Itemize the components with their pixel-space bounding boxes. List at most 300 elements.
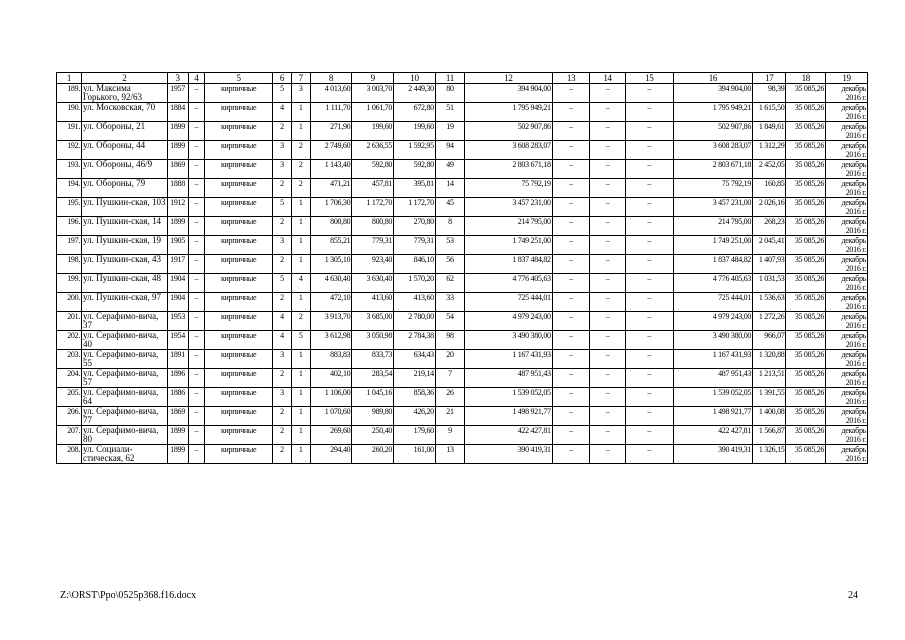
floors-cell: 2 (273, 426, 292, 445)
completion-date-cell: декабрь 2016 г. (826, 331, 868, 350)
column-13-cell: – (552, 426, 590, 445)
area-apartments-cell: 846,10 (394, 255, 436, 274)
construction-year-cell: 1896 (167, 369, 188, 388)
column-15-cell: – (625, 293, 673, 312)
file-path-footer: Z:\ORST\Ppo\0525p368.f16.docx (60, 590, 197, 601)
column-4-cell: – (188, 312, 205, 331)
completion-date-cell: декабрь 2016 г. (826, 350, 868, 369)
cost-limit-cell: 35 085,26 (786, 141, 826, 160)
column-15-cell: – (625, 179, 673, 198)
column-4-cell: – (188, 331, 205, 350)
total-cost-cell: 3 457 231,00 (673, 198, 752, 217)
row-number-cell: 203. (57, 350, 82, 369)
row-number-cell: 204. (57, 369, 82, 388)
residents-cell: 19 (435, 122, 464, 141)
residents-cell: 13 (435, 445, 464, 464)
total-cost-cell: 1 498 921,77 (673, 407, 752, 426)
repair-cost-cell: 502 907,86 (465, 122, 553, 141)
floors-cell: 2 (273, 179, 292, 198)
address-cell: ул. Серафимо-вича, 55 (82, 350, 168, 369)
total-cost-cell: 1 167 431,93 (673, 350, 752, 369)
row-number-cell: 202. (57, 331, 82, 350)
housing-register-table (56, 72, 868, 464)
page-number: 24 (848, 590, 858, 601)
area-living-cell: 1 172,70 (352, 198, 394, 217)
total-cost-cell: 1 795 949,21 (673, 103, 752, 122)
area-apartments-cell: 426,20 (394, 407, 436, 426)
wall-material-cell: кирпичные (205, 312, 273, 331)
area-apartments-cell: 2 449,30 (394, 84, 436, 103)
column-number-cell: 2 (82, 73, 168, 84)
column-14-cell: – (590, 274, 625, 293)
residents-cell: 56 (435, 255, 464, 274)
construction-year-cell: 1899 (167, 445, 188, 464)
address-cell: ул. Серафимо-вича, 80 (82, 426, 168, 445)
column-15-cell: – (625, 217, 673, 236)
construction-year-cell: 1899 (167, 217, 188, 236)
residents-cell: 20 (435, 350, 464, 369)
floors-cell: 4 (273, 312, 292, 331)
floors-cell: 3 (273, 350, 292, 369)
residents-cell: 14 (435, 179, 464, 198)
table-row (57, 160, 868, 179)
floors-cell: 4 (273, 331, 292, 350)
cost-limit-cell: 35 085,26 (786, 369, 826, 388)
entrances-cell: 1 (291, 426, 310, 445)
repair-cost-cell: 75 792,19 (465, 179, 553, 198)
wall-material-cell: кирпичные (205, 445, 273, 464)
table-row (57, 445, 868, 464)
construction-year-cell: 1884 (167, 103, 188, 122)
entrances-cell: 4 (291, 274, 310, 293)
column-13-cell: – (552, 103, 590, 122)
entrances-cell: 1 (291, 217, 310, 236)
column-15-cell: – (625, 236, 673, 255)
construction-year-cell: 1904 (167, 293, 188, 312)
column-15-cell: – (625, 369, 673, 388)
area-total-cell: 1 106,00 (310, 388, 352, 407)
column-15-cell: – (625, 84, 673, 103)
repair-cost-cell: 4 776 405,63 (465, 274, 553, 293)
entrances-cell: 2 (291, 160, 310, 179)
construction-year-cell: 1888 (167, 179, 188, 198)
floors-cell: 2 (273, 122, 292, 141)
column-15-cell: – (625, 407, 673, 426)
entrances-cell: 5 (291, 331, 310, 350)
residents-cell: 45 (435, 198, 464, 217)
address-cell: ул. Серафимо-вича, 64 (82, 388, 168, 407)
area-total-cell: 269,60 (310, 426, 352, 445)
wall-material-cell: кирпичные (205, 274, 273, 293)
column-14-cell: – (590, 426, 625, 445)
area-apartments-cell: 179,60 (394, 426, 436, 445)
cost-limit-cell: 35 085,26 (786, 122, 826, 141)
entrances-cell: 1 (291, 198, 310, 217)
table-row (57, 141, 868, 160)
table-row (57, 331, 868, 350)
row-number-cell: 190. (57, 103, 82, 122)
address-cell: ул. Московская, 70 (82, 103, 168, 122)
floors-cell: 2 (273, 255, 292, 274)
repair-cost-cell: 487 951,43 (465, 369, 553, 388)
residents-cell: 26 (435, 388, 464, 407)
column-13-cell: – (552, 84, 590, 103)
floors-cell: 2 (273, 407, 292, 426)
area-total-cell: 1 305,10 (310, 255, 352, 274)
area-living-cell: 592,80 (352, 160, 394, 179)
column-4-cell: – (188, 160, 205, 179)
wall-material-cell: кирпичные (205, 350, 273, 369)
wall-material-cell: кирпичные (205, 255, 273, 274)
column-14-cell: – (590, 103, 625, 122)
address-cell: ул. Пушкин-ская, 14 (82, 217, 168, 236)
cost-limit-cell: 35 085,26 (786, 426, 826, 445)
area-total-cell: 402,10 (310, 369, 352, 388)
address-cell: ул. Пушкин-ская, 103 (82, 198, 168, 217)
row-number-cell: 193. (57, 160, 82, 179)
total-cost-cell: 1 749 251,00 (673, 236, 752, 255)
cost-per-m2-cell: 1 031,53 (753, 274, 786, 293)
area-living-cell: 3 630,40 (352, 274, 394, 293)
completion-date-cell: декабрь 2016 г. (826, 198, 868, 217)
total-cost-cell: 3 608 283,07 (673, 141, 752, 160)
column-14-cell: – (590, 255, 625, 274)
entrances-cell: 2 (291, 179, 310, 198)
residents-cell: 98 (435, 331, 464, 350)
column-number-cell: 9 (352, 73, 394, 84)
cost-per-m2-cell: 1 320,88 (753, 350, 786, 369)
entrances-cell: 1 (291, 236, 310, 255)
row-number-cell: 194. (57, 179, 82, 198)
cost-limit-cell: 35 085,26 (786, 84, 826, 103)
address-cell: ул. Социали-стическая, 62 (82, 445, 168, 464)
cost-per-m2-cell: 1 272,26 (753, 312, 786, 331)
column-number-cell: 14 (590, 73, 625, 84)
column-number-cell: 3 (167, 73, 188, 84)
column-14-cell: – (590, 160, 625, 179)
cost-limit-cell: 35 085,26 (786, 293, 826, 312)
row-number-cell: 197. (57, 236, 82, 255)
row-number-cell: 199. (57, 274, 82, 293)
completion-date-cell: декабрь 2016 г. (826, 426, 868, 445)
row-number-cell: 200. (57, 293, 82, 312)
column-number-cell: 4 (188, 73, 205, 84)
column-number-cell: 17 (753, 73, 786, 84)
table-row (57, 369, 868, 388)
repair-cost-cell: 725 444,01 (465, 293, 553, 312)
area-apartments-cell: 1 592,95 (394, 141, 436, 160)
cost-per-m2-cell: 1 312,29 (753, 141, 786, 160)
residents-cell: 33 (435, 293, 464, 312)
row-number-cell: 196. (57, 217, 82, 236)
address-cell: ул. Серафимо-вича, 40 (82, 331, 168, 350)
column-4-cell: – (188, 255, 205, 274)
address-cell: ул. Пушкин-ская, 19 (82, 236, 168, 255)
cost-limit-cell: 35 085,26 (786, 255, 826, 274)
repair-cost-cell: 1 167 431,93 (465, 350, 553, 369)
wall-material-cell: кирпичные (205, 122, 273, 141)
wall-material-cell: кирпичные (205, 84, 273, 103)
area-living-cell: 2 636,55 (352, 141, 394, 160)
cost-limit-cell: 35 085,26 (786, 179, 826, 198)
column-14-cell: – (590, 293, 625, 312)
floors-cell: 2 (273, 217, 292, 236)
completion-date-cell: декабрь 2016 г. (826, 445, 868, 464)
residents-cell: 62 (435, 274, 464, 293)
area-apartments-cell: 199,60 (394, 122, 436, 141)
area-living-cell: 1 045,16 (352, 388, 394, 407)
row-number-cell: 201. (57, 312, 82, 331)
column-14-cell: – (590, 179, 625, 198)
area-total-cell: 1 111,70 (310, 103, 352, 122)
total-cost-cell: 4 979 243,00 (673, 312, 752, 331)
address-cell: ул. Обороны, 79 (82, 179, 168, 198)
cost-limit-cell: 35 085,26 (786, 388, 826, 407)
completion-date-cell: декабрь 2016 г. (826, 217, 868, 236)
cost-limit-cell: 35 085,26 (786, 350, 826, 369)
repair-cost-cell: 390 419,31 (465, 445, 553, 464)
area-apartments-cell: 634,43 (394, 350, 436, 369)
area-total-cell: 4 013,60 (310, 84, 352, 103)
area-living-cell: 779,31 (352, 236, 394, 255)
wall-material-cell: кирпичные (205, 141, 273, 160)
column-13-cell: – (552, 217, 590, 236)
column-13-cell: – (552, 331, 590, 350)
area-apartments-cell: 395,81 (394, 179, 436, 198)
repair-cost-cell: 1 539 052,05 (465, 388, 553, 407)
cost-limit-cell: 35 085,26 (786, 445, 826, 464)
repair-cost-cell: 422 427,81 (465, 426, 553, 445)
area-total-cell: 4 630,40 (310, 274, 352, 293)
cost-per-m2-cell: 1 213,51 (753, 369, 786, 388)
construction-year-cell: 1869 (167, 160, 188, 179)
column-15-cell: – (625, 103, 673, 122)
column-14-cell: – (590, 331, 625, 350)
column-4-cell: – (188, 274, 205, 293)
column-15-cell: – (625, 141, 673, 160)
area-living-cell: 250,40 (352, 426, 394, 445)
area-total-cell: 271,90 (310, 122, 352, 141)
column-15-cell: – (625, 274, 673, 293)
area-living-cell: 283,54 (352, 369, 394, 388)
address-cell: ул. Серафимо-вича, 57 (82, 369, 168, 388)
row-number-cell: 206. (57, 407, 82, 426)
column-13-cell: – (552, 198, 590, 217)
construction-year-cell: 1886 (167, 388, 188, 407)
column-4-cell: – (188, 426, 205, 445)
cost-limit-cell: 35 085,26 (786, 274, 826, 293)
column-13-cell: – (552, 141, 590, 160)
area-living-cell: 199,60 (352, 122, 394, 141)
cost-per-m2-cell: 1 536,63 (753, 293, 786, 312)
column-13-cell: – (552, 160, 590, 179)
column-number-cell: 13 (552, 73, 590, 84)
column-14-cell: – (590, 217, 625, 236)
construction-year-cell: 1899 (167, 141, 188, 160)
residents-cell: 94 (435, 141, 464, 160)
entrances-cell: 1 (291, 293, 310, 312)
address-cell: ул. Серафимо-вича, 77 (82, 407, 168, 426)
column-number-cell: 7 (291, 73, 310, 84)
address-cell: ул. Пушкин-ская, 43 (82, 255, 168, 274)
column-4-cell: – (188, 445, 205, 464)
cost-limit-cell: 35 085,26 (786, 407, 826, 426)
repair-cost-cell: 394 904,00 (465, 84, 553, 103)
construction-year-cell: 1917 (167, 255, 188, 274)
column-4-cell: – (188, 217, 205, 236)
column-13-cell: – (552, 255, 590, 274)
table-row (57, 179, 868, 198)
area-apartments-cell: 413,60 (394, 293, 436, 312)
area-apartments-cell: 1 172,70 (394, 198, 436, 217)
entrances-cell: 1 (291, 255, 310, 274)
floors-cell: 5 (273, 198, 292, 217)
area-living-cell: 413,60 (352, 293, 394, 312)
construction-year-cell: 1891 (167, 350, 188, 369)
total-cost-cell: 1 837 484,82 (673, 255, 752, 274)
column-number-cell: 19 (826, 73, 868, 84)
cost-per-m2-cell: 268,23 (753, 217, 786, 236)
area-living-cell: 989,80 (352, 407, 394, 426)
cost-limit-cell: 35 085,26 (786, 198, 826, 217)
area-living-cell: 3 685,00 (352, 312, 394, 331)
floors-cell: 3 (273, 160, 292, 179)
area-total-cell: 294,40 (310, 445, 352, 464)
table-row (57, 312, 868, 331)
area-living-cell: 923,40 (352, 255, 394, 274)
column-4-cell: – (188, 293, 205, 312)
area-apartments-cell: 592,80 (394, 160, 436, 179)
column-14-cell: – (590, 141, 625, 160)
row-number-cell: 192. (57, 141, 82, 160)
area-apartments-cell: 672,80 (394, 103, 436, 122)
address-cell: ул. Максима Горького, 92/63 (82, 84, 168, 103)
column-13-cell: – (552, 274, 590, 293)
residents-cell: 21 (435, 407, 464, 426)
cost-limit-cell: 35 085,26 (786, 331, 826, 350)
completion-date-cell: декабрь 2016 г. (826, 255, 868, 274)
total-cost-cell: 390 419,31 (673, 445, 752, 464)
repair-cost-cell: 3 490 380,00 (465, 331, 553, 350)
column-number-cell: 18 (786, 73, 826, 84)
column-number-cell: 15 (625, 73, 673, 84)
completion-date-cell: декабрь 2016 г. (826, 312, 868, 331)
completion-date-cell: декабрь 2016 г. (826, 407, 868, 426)
area-apartments-cell: 161,00 (394, 445, 436, 464)
table-row (57, 350, 868, 369)
address-cell: ул. Пушкин-ская, 48 (82, 274, 168, 293)
cost-per-m2-cell: 1 849,61 (753, 122, 786, 141)
table-row (57, 236, 868, 255)
total-cost-cell: 502 907,86 (673, 122, 752, 141)
area-living-cell: 833,73 (352, 350, 394, 369)
table-row (57, 274, 868, 293)
area-living-cell: 800,80 (352, 217, 394, 236)
wall-material-cell: кирпичные (205, 103, 273, 122)
column-13-cell: – (552, 388, 590, 407)
address-cell: ул. Обороны, 21 (82, 122, 168, 141)
entrances-cell: 2 (291, 312, 310, 331)
column-13-cell: – (552, 122, 590, 141)
completion-date-cell: декабрь 2016 г. (826, 274, 868, 293)
repair-cost-cell: 3 457 231,00 (465, 198, 553, 217)
entrances-cell: 3 (291, 84, 310, 103)
column-15-cell: – (625, 255, 673, 274)
area-apartments-cell: 270,80 (394, 217, 436, 236)
construction-year-cell: 1912 (167, 198, 188, 217)
cost-limit-cell: 35 085,26 (786, 103, 826, 122)
entrances-cell: 1 (291, 350, 310, 369)
wall-material-cell: кирпичные (205, 217, 273, 236)
row-number-cell: 191. (57, 122, 82, 141)
column-13-cell: – (552, 293, 590, 312)
construction-year-cell: 1899 (167, 426, 188, 445)
wall-material-cell: кирпичные (205, 293, 273, 312)
construction-year-cell: 1869 (167, 407, 188, 426)
repair-cost-cell: 1 837 484,82 (465, 255, 553, 274)
wall-material-cell: кирпичные (205, 236, 273, 255)
column-14-cell: – (590, 407, 625, 426)
repair-cost-cell: 4 979 243,00 (465, 312, 553, 331)
total-cost-cell: 75 792,19 (673, 179, 752, 198)
column-4-cell: – (188, 236, 205, 255)
area-apartments-cell: 219,14 (394, 369, 436, 388)
row-number-cell: 198. (57, 255, 82, 274)
column-4-cell: – (188, 198, 205, 217)
cost-per-m2-cell: 2 045,41 (753, 236, 786, 255)
entrances-cell: 1 (291, 103, 310, 122)
column-4-cell: – (188, 103, 205, 122)
cost-per-m2-cell: 2 452,05 (753, 160, 786, 179)
column-4-cell: – (188, 141, 205, 160)
construction-year-cell: 1905 (167, 236, 188, 255)
column-13-cell: – (552, 312, 590, 331)
column-14-cell: – (590, 84, 625, 103)
residents-cell: 53 (435, 236, 464, 255)
area-total-cell: 3 612,98 (310, 331, 352, 350)
total-cost-cell: 4 776 405,63 (673, 274, 752, 293)
floors-cell: 2 (273, 445, 292, 464)
cost-per-m2-cell: 1 400,08 (753, 407, 786, 426)
table-row (57, 84, 868, 103)
column-15-cell: – (625, 445, 673, 464)
total-cost-cell: 487 951,43 (673, 369, 752, 388)
construction-year-cell: 1953 (167, 312, 188, 331)
column-14-cell: – (590, 198, 625, 217)
area-total-cell: 855,21 (310, 236, 352, 255)
column-14-cell: – (590, 388, 625, 407)
table-row (57, 122, 868, 141)
floors-cell: 3 (273, 236, 292, 255)
column-13-cell: – (552, 236, 590, 255)
area-total-cell: 1 706,30 (310, 198, 352, 217)
construction-year-cell: 1954 (167, 331, 188, 350)
column-13-cell: – (552, 407, 590, 426)
total-cost-cell: 3 490 380,00 (673, 331, 752, 350)
residents-cell: 54 (435, 312, 464, 331)
table-row (57, 388, 868, 407)
area-total-cell: 471,21 (310, 179, 352, 198)
column-number-cell: 5 (205, 73, 273, 84)
column-15-cell: – (625, 331, 673, 350)
column-4-cell: – (188, 84, 205, 103)
entrances-cell: 1 (291, 388, 310, 407)
row-number-cell: 195. (57, 198, 82, 217)
table-row (57, 293, 868, 312)
area-apartments-cell: 2 784,38 (394, 331, 436, 350)
repair-cost-cell: 3 608 283,07 (465, 141, 553, 160)
area-living-cell: 1 061,70 (352, 103, 394, 122)
